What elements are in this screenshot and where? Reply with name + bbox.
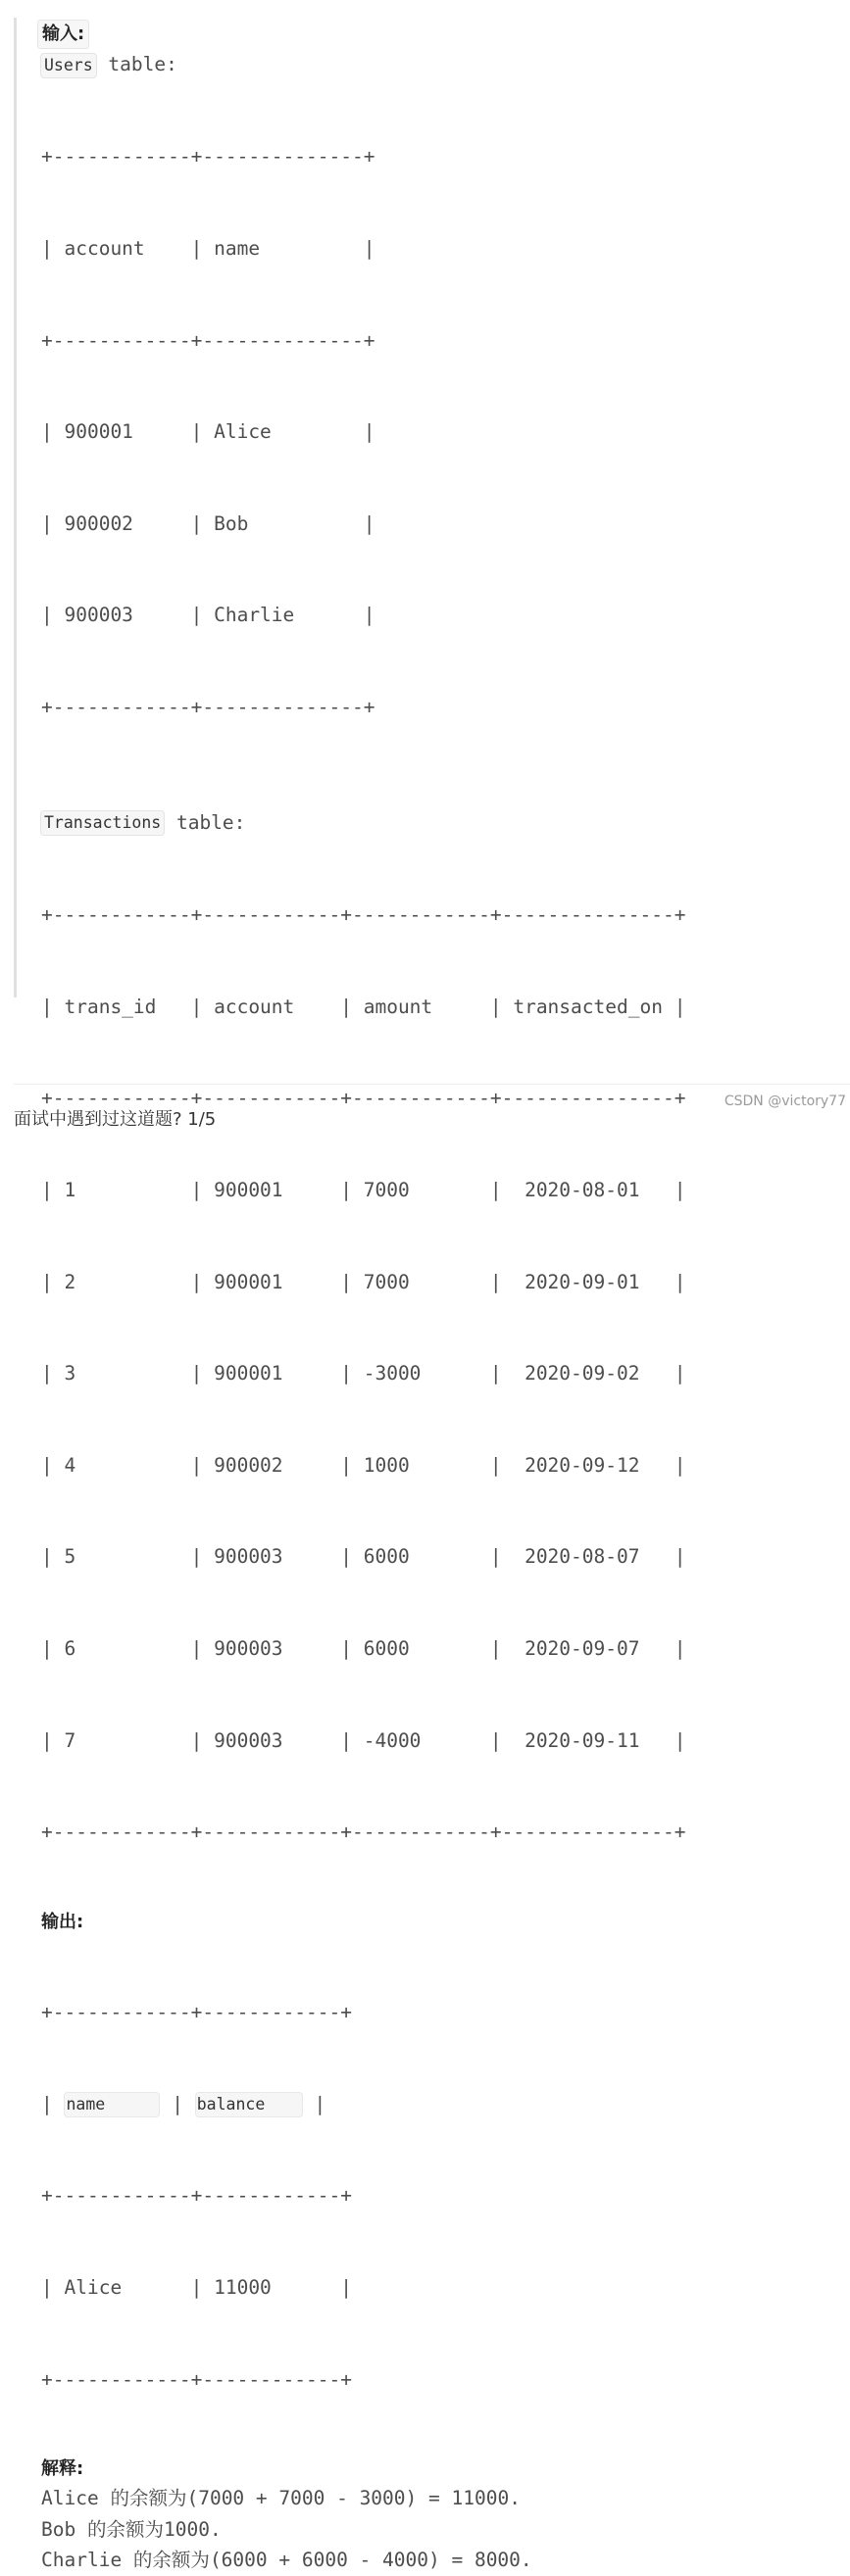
transactions-table-row: | 5 | 900003 | 6000 | 2020-08-07 | (41, 1545, 686, 1569)
output-header-prefix: | (41, 2092, 65, 2115)
example-block (41, 20, 845, 2576)
users-table-row: | 900003 | Charlie | (41, 604, 375, 627)
explanation-line: Charlie 的余额为(6000 + 6000 - 4000) = 8000. (41, 2549, 532, 2572)
transactions-table-row: | 3 | 900001 | -3000 | 2020-09-02 | (41, 1362, 686, 1385)
transactions-table-suffix: table: (165, 810, 246, 834)
input-label-text: 输入: (37, 20, 89, 49)
output-header-balance: balance (195, 2092, 303, 2117)
users-table-caption (41, 49, 845, 80)
transactions-table-name: Transactions (40, 810, 165, 836)
interview-question-prompt[interactable]: 面试中遇到过这道题? 1/5 (14, 1109, 217, 1130)
section-divider (14, 1084, 850, 1085)
transactions-table-row: | 6 | 900003 | 6000 | 2020-09-07 | (41, 1636, 686, 1660)
output-table-row: | Alice | 11000 | (41, 2276, 352, 2300)
users-table-border-mid: +------------+--------------+ (41, 328, 375, 352)
output-table (41, 1936, 845, 2455)
users-table (41, 80, 845, 784)
users-table-name: Users (40, 53, 97, 78)
users-table-suffix: table: (96, 53, 177, 75)
transactions-table-row: | 1 | 900001 | 7000 | 2020-08-01 | (41, 1178, 686, 1201)
csdn-watermark: CSDN @victory77 (724, 1094, 846, 1109)
explanation-line: Alice 的余额为(7000 + 7000 - 3000) = 11000. (41, 2487, 521, 2510)
users-table-header: | account | name | (41, 237, 375, 261)
users-table-border-top: +------------+--------------+ (41, 145, 375, 169)
users-table-row: | 900001 | Alice | (41, 420, 375, 444)
transactions-table-border-top: +------------+------------+------------+---------------+ (41, 903, 686, 927)
output-header-mid: | (160, 2092, 195, 2115)
output-table-header (41, 2089, 845, 2119)
transactions-table-row: | 2 | 900001 | 7000 | 2020-09-01 | (41, 1270, 686, 1293)
output-label (41, 1909, 845, 1936)
input-label (41, 20, 845, 49)
transactions-table-header: | trans_id | account | amount | transacted_on | (41, 995, 686, 1018)
explanation-line: Bob 的余额为1000. (41, 2517, 222, 2541)
output-table-border-bottom: +------------+------------+ (41, 2367, 352, 2391)
users-table-border-bottom: +------------+--------------+ (41, 696, 375, 719)
transactions-table-caption (41, 807, 845, 839)
blockquote-bar (14, 18, 17, 997)
output-label-text: 输出: (41, 1911, 84, 1932)
users-table-row: | 900002 | Bob | (41, 511, 375, 535)
explanation-label (41, 2455, 845, 2483)
output-table-border-top: +------------+------------+ (41, 2001, 352, 2024)
explanation (41, 2483, 845, 2576)
transactions-table-border-mid: +------------+------------+------------+---------------+ (41, 1087, 686, 1110)
transactions-table (41, 839, 845, 1909)
output-table-border-mid: +------------+------------+ (41, 2184, 352, 2208)
output-header-suffix: | (302, 2092, 326, 2115)
output-header-name: name (64, 2092, 160, 2117)
transactions-table-row: | 4 | 900002 | 1000 | 2020-09-12 | (41, 1453, 686, 1477)
transactions-table-border-bottom: +------------+------------+------------+---------------+ (41, 1821, 686, 1844)
transactions-table-row: | 7 | 900003 | -4000 | 2020-09-11 | (41, 1728, 686, 1752)
explanation-label-text: 解释: (41, 2458, 84, 2480)
